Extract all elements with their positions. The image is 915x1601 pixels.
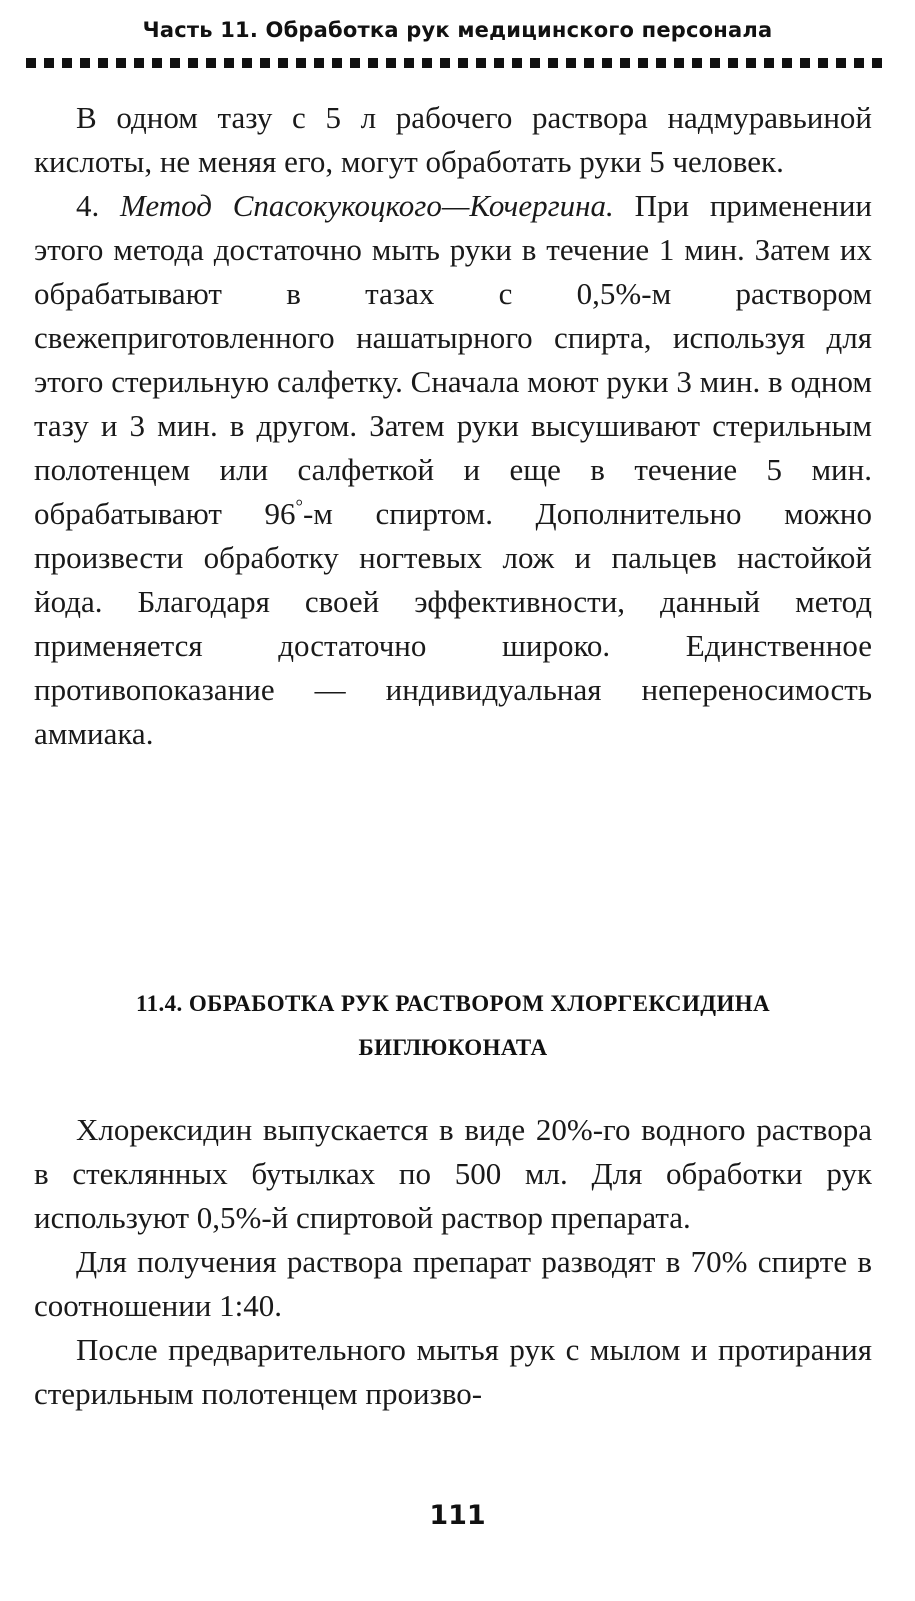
page-number: 111 <box>429 1500 486 1531</box>
paragraph-text: При применении этого метода достаточно мыть руки в течение 1 мин. Затем их обрабатывают в тазах с 0,5%-м раствором свежеприготовленного нашатырного спирта, используя для этого стерильную салфетку. Сначала моют руки 3 мин. в одном тазу и 3 мин. в другом. Затем руки высушивают стерильным полотенцем или салфеткой и еще в течение 5 мин. обрабатывают 96 <box>34 188 872 531</box>
degree-sign: ° <box>295 496 303 518</box>
list-number: 4. <box>76 188 121 223</box>
paragraph: В одном тазу с 5 л рабочего раствора надмуравьиной кислоты, не меняя его, могут обработать руки 5 человек. <box>34 100 872 179</box>
running-header: Часть 11. Обработка рук медицинского персонала <box>142 18 773 42</box>
dotted-divider <box>26 58 888 68</box>
paragraph: После предварительного мытья рук с мылом и протирания стерильным полотенцем произво- <box>34 1332 872 1411</box>
method-title: Метод Спасокукоцкого—Кочергина. <box>120 188 614 223</box>
section-heading-line: 11.4. ОБРАБОТКА РУК РАСТВОРОМ ХЛОРГЕКСИДИНА <box>135 991 771 1016</box>
paragraph: Для получения раствора препарат разводят в 70% спирте в соотношении 1:40. <box>34 1244 872 1323</box>
body-text-top <box>34 96 872 756</box>
section-heading-line: БИГЛЮКОНАТА <box>358 1035 548 1060</box>
paragraph-text-cont: -м спиртом. Дополнительно можно произвести обработку ногтевых лож и пальцев настойкой йода. Благодаря своей эффективности, данный метод применяется достаточно широко. Единственное противопоказание — индивидуальная непереносимость аммиака. <box>34 496 872 751</box>
paragraph-method <box>34 184 872 756</box>
section-heading <box>34 982 872 1070</box>
paragraph: Хлорексидин выпускается в виде 20%-го водного раствора в стеклянных бутылках по 500 мл. Для обработки рук используют 0,5%-й спиртовой раствор препарата. <box>34 1112 872 1235</box>
body-text-bottom <box>34 1108 872 1416</box>
